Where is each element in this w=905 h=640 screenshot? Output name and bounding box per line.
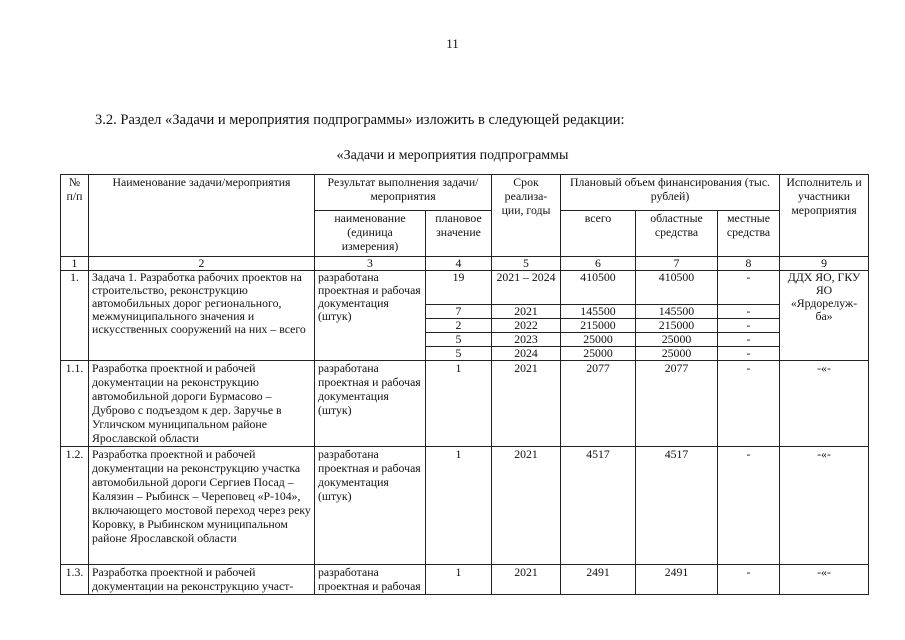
header-total: всего — [561, 211, 636, 257]
header-row — [61, 175, 869, 211]
table-row — [61, 361, 869, 447]
regional-value: 145500 — [636, 305, 718, 319]
local-value: - — [718, 305, 780, 319]
column-number-row — [61, 257, 869, 271]
executor-value: -«- — [780, 447, 869, 565]
tasks-table — [60, 174, 869, 595]
row-number: 1.1. — [61, 361, 89, 447]
plan-value: 1 — [426, 361, 492, 447]
header-finance: Плановый объем финансирования (тыс. рублей) — [561, 175, 780, 211]
header-result-plan: плановое значение — [426, 211, 492, 257]
header-regional: областные средства — [636, 211, 718, 257]
term-value: 2021 — [492, 565, 561, 595]
total-value: 4517 — [561, 447, 636, 565]
table-title: «Задачи и мероприятия подпрограммы — [336, 148, 569, 163]
table-row — [61, 271, 869, 305]
plan-value: 19 — [426, 271, 492, 305]
result-name: разработана проектная и рабочая документация (штук) — [315, 361, 426, 447]
term-value: 2021 — [492, 361, 561, 447]
local-value: - — [718, 271, 780, 305]
column-number: 3 — [315, 257, 426, 271]
term-value: 2022 — [492, 319, 561, 333]
header-name: Наименование задачи/мероприятия — [89, 175, 315, 257]
result-name: разработана проектная и рабочая — [315, 565, 426, 595]
local-value: - — [718, 565, 780, 595]
total-value: 410500 — [561, 271, 636, 305]
term-value: 2021 — [492, 447, 561, 565]
regional-value: 25000 — [636, 347, 718, 361]
total-value: 215000 — [561, 319, 636, 333]
header-local: местные средства — [718, 211, 780, 257]
regional-value: 410500 — [636, 271, 718, 305]
local-value: - — [718, 319, 780, 333]
plan-value: 2 — [426, 319, 492, 333]
column-number: 1 — [61, 257, 89, 271]
total-value: 2491 — [561, 565, 636, 595]
regional-value: 2077 — [636, 361, 718, 447]
local-value: - — [718, 361, 780, 447]
task-name: Разработка проектной и рабочей документации на реконструкцию участ- — [89, 565, 315, 595]
row-number: 1.2. — [61, 447, 89, 565]
executor-value: ДДХ ЯО, ГКУ ЯО «Ярдорелуж-ба» — [780, 271, 869, 361]
column-number: 4 — [426, 257, 492, 271]
column-number: 7 — [636, 257, 718, 271]
result-name: разработана проектная и рабочая документация (штук) — [315, 447, 426, 565]
plan-value: 7 — [426, 305, 492, 319]
executor-value: -«- — [780, 565, 869, 595]
term-value: 2023 — [492, 333, 561, 347]
plan-value: 1 — [426, 447, 492, 565]
header-term: Срок реализа-ции, годы — [492, 175, 561, 257]
row-number: 1.3. — [61, 565, 89, 595]
column-number: 9 — [780, 257, 869, 271]
regional-value: 25000 — [636, 333, 718, 347]
header-num: № п/п — [61, 175, 89, 257]
table-row — [61, 447, 869, 565]
task-name: Задача 1. Разработка рабочих проектов на строительство, реконструкцию автомобильных дорог регионального, межмуниципального значения и искусственных сооружений на них – всего — [89, 271, 315, 361]
total-value: 2077 — [561, 361, 636, 447]
section-heading: 3.2. Раздел «Задачи и мероприятия подпрограммы» изложить в следующей редакции: — [95, 112, 625, 128]
plan-value: 5 — [426, 347, 492, 361]
local-value: - — [718, 447, 780, 565]
result-name: разработана проектная и рабочая документация (штук) — [315, 271, 426, 361]
column-number: 5 — [492, 257, 561, 271]
term-value: 2021 — [492, 305, 561, 319]
plan-value: 5 — [426, 333, 492, 347]
regional-value: 4517 — [636, 447, 718, 565]
total-value: 25000 — [561, 347, 636, 361]
header-result: Результат выполнения задачи/мероприятия — [315, 175, 492, 211]
header-executor: Исполнитель и участники мероприятия — [780, 175, 869, 257]
total-value: 25000 — [561, 333, 636, 347]
column-number: 2 — [89, 257, 315, 271]
local-value: - — [718, 333, 780, 347]
plan-value: 1 — [426, 565, 492, 595]
column-number: 8 — [718, 257, 780, 271]
executor-value: -«- — [780, 361, 869, 447]
total-value: 145500 — [561, 305, 636, 319]
task-name: Разработка проектной и рабочей документации на реконструкцию участка автомобильной дороги Сергиев Посад – Калязин – Рыбинск – Череповец «Р-104», включающего мостовой переход через реку Коровку, в Рыбинском муниципальном районе Ярославской области — [89, 447, 315, 565]
task-name: Разработка проектной и рабочей документации на реконструкцию автомобильной дороги Бурмасово – Дуброво с подъездом к дер. Заручье в Угличском муниципальном районе Ярославской области — [89, 361, 315, 447]
page-number: 11 — [446, 36, 459, 51]
term-value: 2021 – 2024 — [492, 271, 561, 305]
regional-value: 2491 — [636, 565, 718, 595]
local-value: - — [718, 347, 780, 361]
term-value: 2024 — [492, 347, 561, 361]
row-number: 1. — [61, 271, 89, 361]
table-row — [61, 565, 869, 595]
regional-value: 215000 — [636, 319, 718, 333]
column-number: 6 — [561, 257, 636, 271]
header-result-name: наименование (единица измерения) — [315, 211, 426, 257]
